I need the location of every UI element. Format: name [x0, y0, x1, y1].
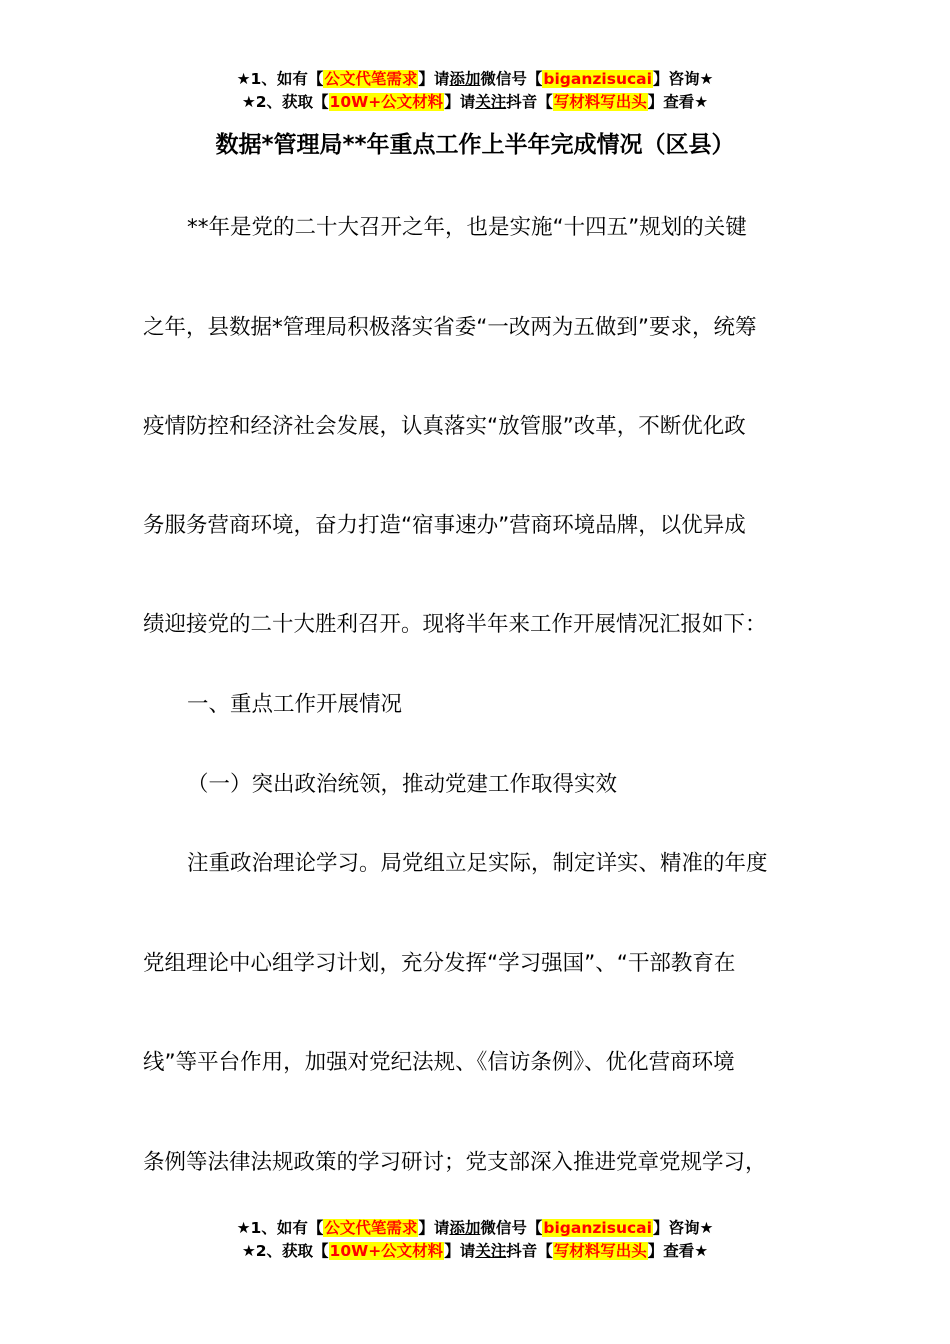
- highlight-text: 公文代笔需求: [324, 70, 418, 88]
- highlight-text: 公文代笔需求: [324, 1219, 418, 1237]
- banner-text: 抖音【: [506, 1242, 553, 1260]
- body-line: **年是党的二十大召开之年，也是实施“十四五”规划的关键: [187, 215, 747, 240]
- banner-text: 】咨询★: [652, 70, 714, 88]
- banner-line-2: [0, 91, 950, 114]
- highlight-text: 10W+公文材料: [329, 1242, 444, 1260]
- banner-text: ★1、如有【: [236, 70, 324, 88]
- banner-text: 微信号【: [480, 70, 543, 88]
- banner-text: ★2、获取【: [241, 1242, 329, 1260]
- body-line: 绩迎接党的二十大胜利召开。现将半年来工作开展情况汇报如下：: [143, 612, 767, 637]
- document-title: 数据*管理局**年重点工作上半年完成情况（区县）: [215, 132, 735, 158]
- highlight-text: 10W+公文材料: [329, 93, 444, 111]
- banner-line-1: [0, 68, 950, 91]
- body-line: 党组理论中心组学习计划，充分发挥“学习强国”、“干部教育在: [143, 951, 736, 976]
- body-line: 注重政治理论学习。局党组立足实际，制定详实、精准的年度: [187, 851, 768, 876]
- banner-text: 】查看★: [647, 1242, 709, 1260]
- section-heading: 一、重点工作开展情况: [187, 692, 403, 717]
- top-banner: [0, 68, 950, 114]
- banner-text: 】请: [444, 1242, 476, 1260]
- banner-line-2: [0, 1240, 950, 1263]
- body-line: 务服务营商环境，奋力打造“宿事速办”营商环境品牌，以优异成: [143, 513, 746, 538]
- banner-text: 】请: [444, 93, 476, 111]
- bottom-banner: [0, 1217, 950, 1263]
- banner-text: ★1、如有【: [236, 1219, 324, 1237]
- underlined-text: 添加: [449, 70, 481, 88]
- wechat-id: biganzisucai: [543, 70, 652, 88]
- banner-text: 】咨询★: [652, 1219, 714, 1237]
- banner-text: 】请: [418, 1219, 450, 1237]
- underlined-text: 添加: [449, 1219, 481, 1237]
- banner-text: 微信号【: [480, 1219, 543, 1237]
- underlined-text: 关注: [475, 1242, 507, 1260]
- body-line: 线”等平台作用，加强对党纪法规、《信访条例》、优化营商环境: [143, 1050, 735, 1075]
- banner-text: 】查看★: [647, 93, 709, 111]
- banner-line-1: [0, 1217, 950, 1240]
- body-line: 之年，县数据*管理局积极落实省委“一改两为五做到”要求，统筹: [143, 315, 757, 340]
- douyin-id: 写材料写出头: [553, 93, 647, 111]
- subsection-heading: （一）突出政治统领，推动党建工作取得实效: [187, 772, 618, 797]
- banner-text: 】请: [418, 70, 450, 88]
- body-line: 疫情防控和经济社会发展，认真落实“放管服”改革，不断优化政: [143, 414, 746, 439]
- douyin-id: 写材料写出头: [553, 1242, 647, 1260]
- banner-text: 抖音【: [506, 93, 553, 111]
- wechat-id: biganzisucai: [543, 1219, 652, 1237]
- underlined-text: 关注: [475, 93, 507, 111]
- banner-text: ★2、获取【: [241, 93, 329, 111]
- body-line: 条例等法律法规政策的学习研讨；党支部深入推进党章党规学习，: [143, 1150, 767, 1175]
